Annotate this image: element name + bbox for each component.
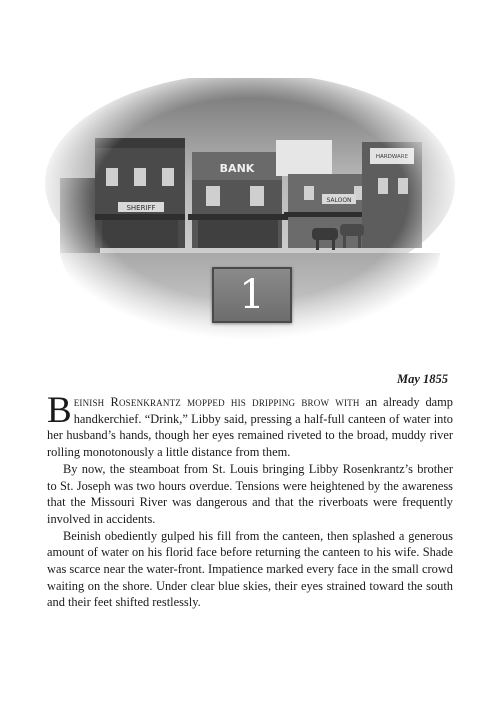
paragraph-1 — [47, 390, 453, 461]
paragraph-1-text: an already damp handkerchief. “Drink,” Libby said, pressing a half-full canteen of water into her husband’s hands, though her eyes remained riveted to the broad, muddy river rolling monotonously a little distance from them. — [47, 395, 453, 460]
paragraph-3: Beinish obediently gulped his fill from the canteen, then splashed a generous amount of water on his florid face before returning the canteen to his wife. Shade was scarce near the water-front. Impatience marked every face in the small crowd waiting on the shore. Under clear blue skies, their eyes strained toward the south and their feet shifted restlessly. — [47, 528, 453, 610]
chapter-number: 1 — [212, 267, 292, 323]
paragraph-1-lead: einish Rosenkrantz mopped his dripping brow with — [73, 395, 360, 409]
chapter-date: May 1855 — [396, 372, 448, 386]
chapter-body — [47, 390, 453, 611]
drop-cap: B — [47, 390, 72, 431]
paragraph-2: By now, the steamboat from St. Louis bringing Libby Rosenkrantz’s brother to St. Joseph was two hours overdue. Tensions were heightened by the awareness that the Missouri River was dangerous and that the riverboats were frequently involved in accidents. — [47, 461, 453, 526]
